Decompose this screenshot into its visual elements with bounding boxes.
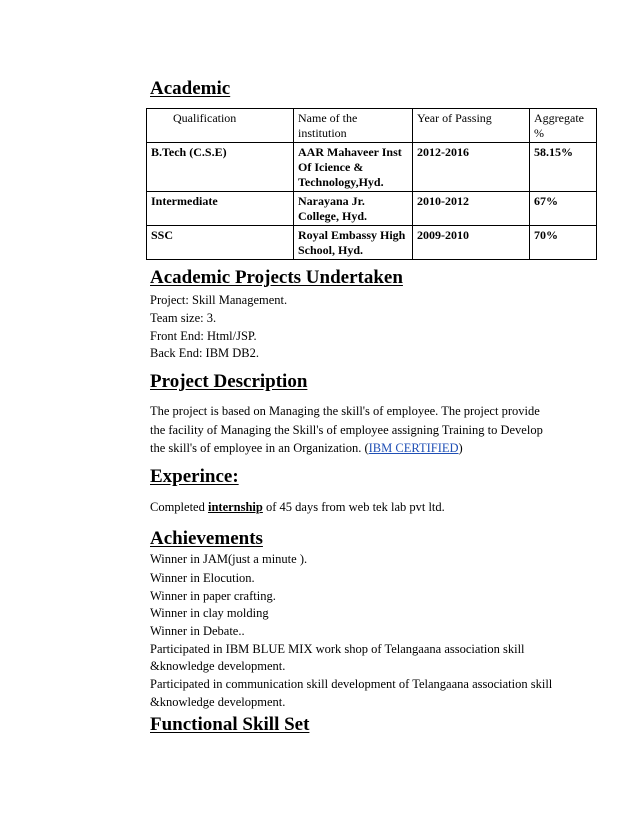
cell-aggregate: 70% <box>530 226 597 260</box>
cell-institution: AAR Mahaveer Inst Of Icience & Technology,Hyd. <box>294 143 413 192</box>
cell-year: 2010-2012 <box>413 192 530 226</box>
achievement-line: Participated in IBM BLUE MIX work shop of Telangaana association skill <box>150 642 525 656</box>
header-year: Year of Passing <box>413 109 530 143</box>
cell-institution: Narayana Jr. College, Hyd. <box>294 192 413 226</box>
header-institution: Name of the institution <box>294 109 413 143</box>
experience-prefix: Completed <box>150 500 208 514</box>
experience-text <box>150 498 445 516</box>
cell-year: 2012-2016 <box>413 143 530 192</box>
cell-institution: Royal Embassy High School, Hyd. <box>294 226 413 260</box>
project-line: Project: Skill Management. <box>150 293 288 307</box>
description-line: the facility of Managing the Skill's of employee assigning Training to Develop <box>150 423 543 437</box>
ibm-certified-link[interactable]: IBM CERTIFIED <box>368 441 459 455</box>
cell-year: 2009-2010 <box>413 226 530 260</box>
cell-aggregate: 58.15% <box>530 143 597 192</box>
skills-heading: Functional Skill Set <box>150 714 310 735</box>
achievement-line: Winner in Elocution. <box>150 571 255 585</box>
achievement-line: Participated in communication skill development of Telangaana association skill <box>150 677 553 691</box>
table-row <box>147 143 597 192</box>
academic-heading: Academic <box>150 78 231 99</box>
experience-heading: Experince: <box>150 466 239 487</box>
description-text: ) <box>458 441 463 455</box>
description-line <box>150 439 463 457</box>
achievement-line: Winner in JAM(just a minute ). <box>150 552 308 566</box>
project-line: Team size: 3. <box>150 311 217 325</box>
achievement-line: &knowledge development. <box>150 659 286 673</box>
project-line: Front End: Html/JSP. <box>150 329 257 343</box>
project-line: Back End: IBM DB2. <box>150 346 260 360</box>
description-heading: Project Description <box>150 371 308 392</box>
achievement-line: Winner in Debate.. <box>150 624 245 638</box>
achievements-heading: Achievements <box>150 528 263 549</box>
cell-qualification: Intermediate <box>147 192 294 226</box>
table-header-row <box>147 109 597 143</box>
description-line: The project is based on Managing the skill's of employee. The project provide <box>150 404 540 418</box>
table-row <box>147 226 597 260</box>
cell-qualification: B.Tech (C.S.E) <box>147 143 294 192</box>
achievement-line: Winner in paper crafting. <box>150 589 276 603</box>
header-qualification: Qualification <box>147 109 294 143</box>
achievement-line: Winner in clay molding <box>150 606 269 620</box>
cell-qualification: SSC <box>147 226 294 260</box>
cell-aggregate: 67% <box>530 192 597 226</box>
table-row <box>147 192 597 226</box>
description-text: the skill's of employee in an Organization. ( <box>150 441 369 455</box>
academic-table <box>146 108 597 260</box>
header-aggregate: Aggregate % <box>530 109 597 143</box>
internship-emphasis: internship <box>207 500 263 514</box>
experience-suffix: of 45 days from web tek lab pvt ltd. <box>262 500 445 514</box>
projects-heading: Academic Projects Undertaken <box>150 267 403 288</box>
achievement-line: &knowledge development. <box>150 695 286 709</box>
